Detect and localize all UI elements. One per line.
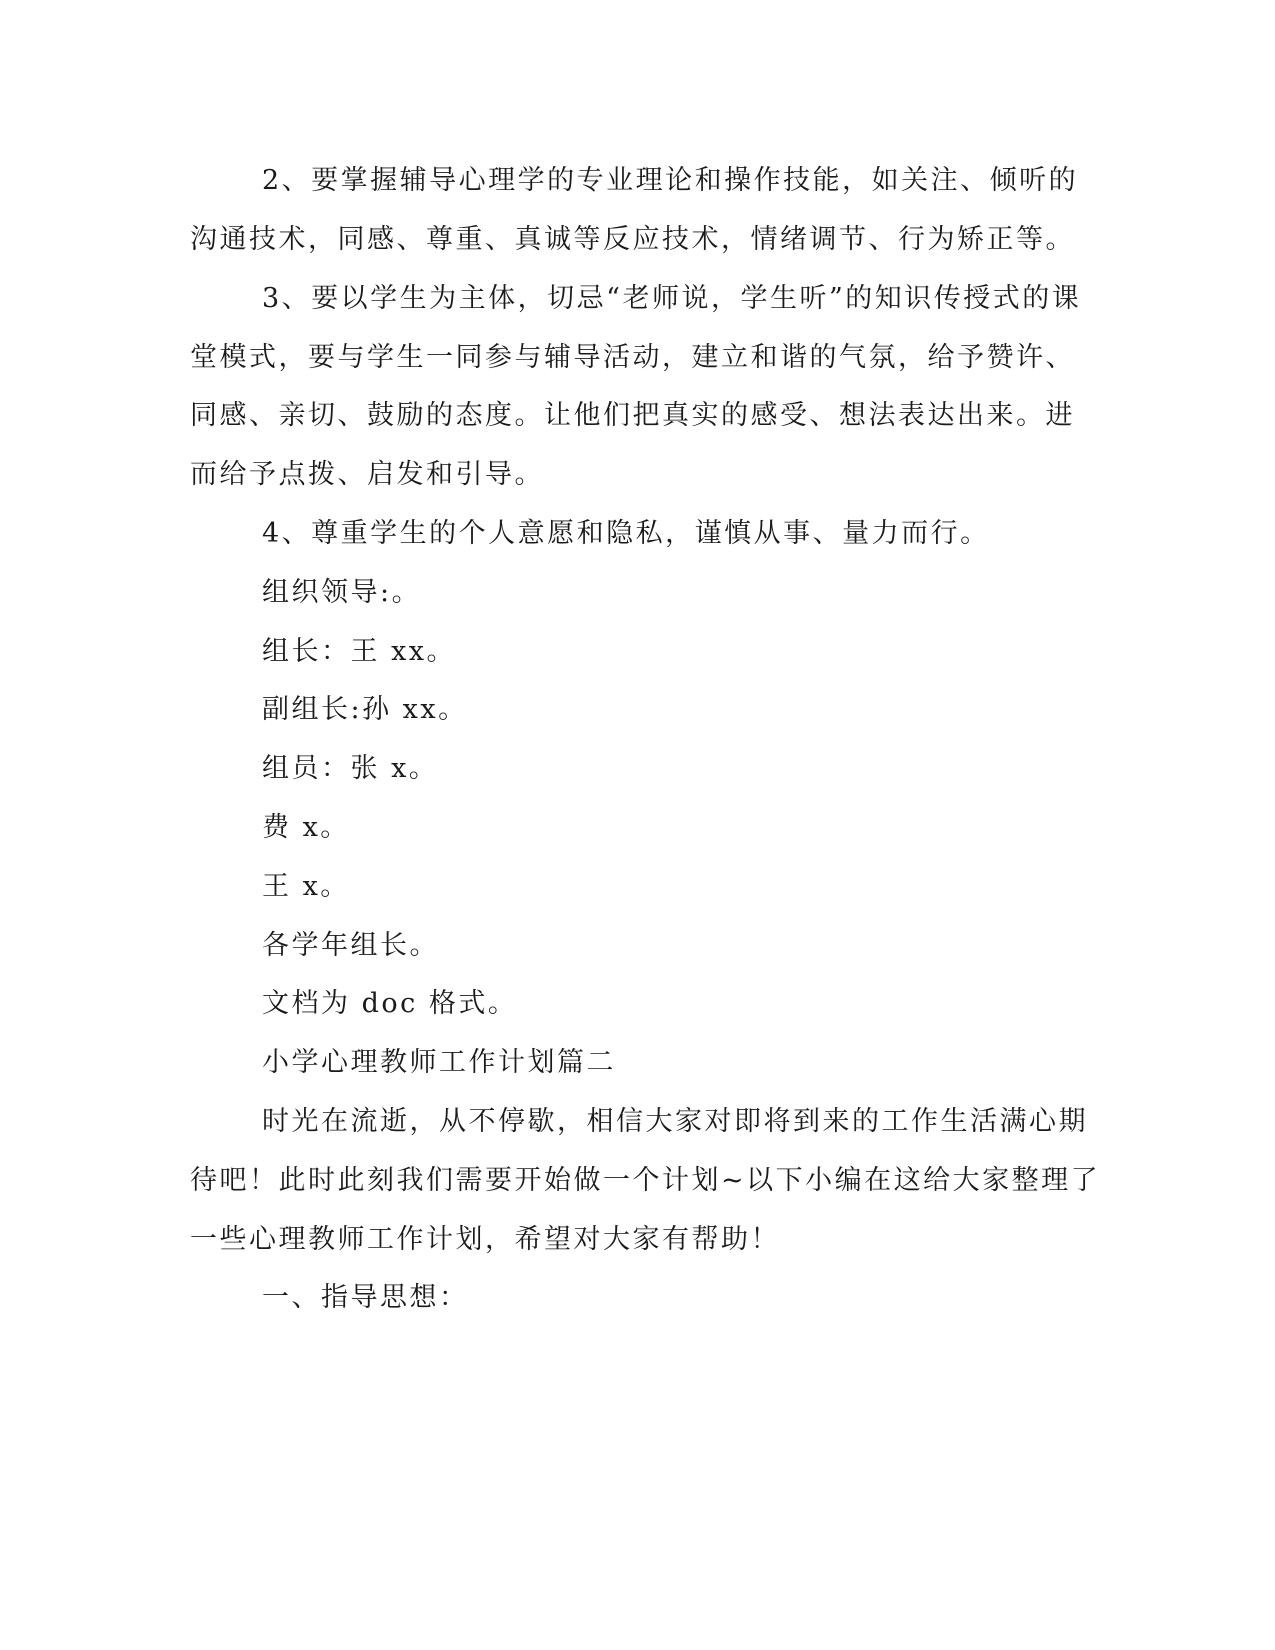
paragraph-3-line-2: 堂模式，要与学生一同参与辅导活动，建立和谐的气氛，给予赞许、 (190, 342, 1075, 373)
team-leader: 组长：王 xx。 (262, 636, 457, 667)
team-member-2: 费 x。 (262, 812, 350, 843)
paragraph-4-line-1: 4、尊重学生的个人意愿和隐私，谨慎从事、量力而行。 (262, 518, 990, 549)
org-leadership-heading: 组织领导:。 (262, 577, 422, 608)
team-member-1: 组员：张 x。 (262, 753, 439, 784)
intro-paragraph-line-3: 一些心理教师工作计划，希望对大家有帮助！ (190, 1224, 780, 1255)
intro-paragraph-line-2: 待吧！此时此刻我们需要开始做一个计划~以下小编在这给大家整理了 (190, 1165, 1101, 1196)
guiding-ideology-heading: 一、指导思想： (262, 1282, 469, 1313)
deputy-leader: 副组长:孙 xx。 (262, 694, 468, 725)
team-member-3: 王 x。 (262, 871, 350, 902)
paragraph-3-line-3: 同感、亲切、鼓励的态度。让他们把真实的感受、想法表达出来。进 (190, 400, 1075, 431)
intro-paragraph-line-1: 时光在流逝，从不停歇，相信大家对即将到来的工作生活满心期 (262, 1106, 1088, 1137)
paragraph-3-line-4: 而给予点拨、启发和引导。 (190, 459, 544, 490)
paragraph-2-line-2: 沟通技术，同感、尊重、真诚等反应技术，情绪调节、行为矫正等。 (190, 224, 1075, 255)
doc-format-note: 文档为 doc 格式。 (262, 988, 518, 1019)
paragraph-3-line-1: 3、要以学生为主体，切忌“老师说，学生听”的知识传授式的课 (262, 283, 1082, 314)
grade-leaders: 各学年组长。 (262, 930, 439, 961)
paragraph-2-line-1: 2、要掌握辅导心理学的专业理论和操作技能，如关注、倾听的 (262, 165, 1079, 196)
section-title-part-two: 小学心理教师工作计划篇二 (262, 1047, 616, 1078)
